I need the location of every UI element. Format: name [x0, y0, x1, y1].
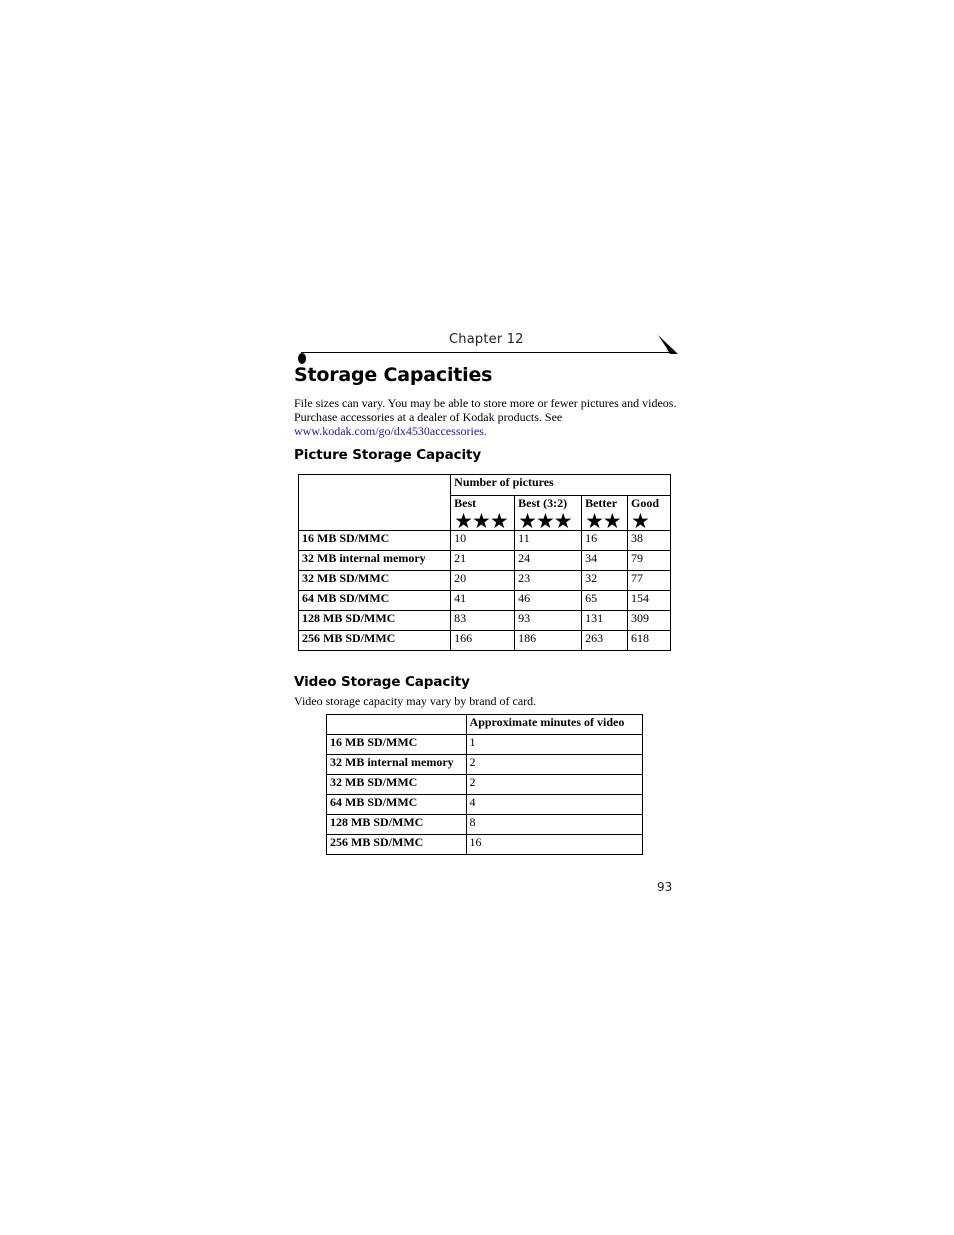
table-cell: 46 [515, 591, 582, 611]
row-label: 16 MB SD/MMC [327, 735, 467, 755]
table-cell: 11 [515, 531, 582, 551]
number-of-pictures-header: Number of pictures [451, 475, 671, 496]
picture-storage-heading: Picture Storage Capacity [294, 447, 482, 463]
table-cell: 16 [582, 531, 628, 551]
row-label: 32 MB SD/MMC [299, 571, 451, 591]
table-row [327, 815, 643, 835]
table-corner-cell [327, 715, 467, 735]
table-cell: 166 [451, 631, 515, 651]
table-cell: 65 [582, 591, 628, 611]
table-cell: 83 [451, 611, 515, 631]
row-label: 32 MB internal memory [327, 755, 467, 775]
row-label: 256 MB SD/MMC [299, 631, 451, 651]
intro-line-2: Purchase accessories at a dealer of Kodak products. See [294, 410, 563, 424]
table-cell: 93 [515, 611, 582, 631]
approx-minutes-header: Approximate minutes of video [466, 715, 642, 735]
table-row [327, 775, 643, 795]
table-row [327, 735, 643, 755]
table-cell: 38 [628, 531, 671, 551]
table-row [299, 551, 671, 571]
video-note: Video storage capacity may vary by brand of card. [294, 694, 537, 708]
picture-storage-table [298, 474, 671, 651]
table-cell: 309 [628, 611, 671, 631]
table-row [327, 835, 643, 855]
intro-paragraph [294, 396, 684, 438]
page-title: Storage Capacities [294, 364, 493, 386]
table-cell: 263 [582, 631, 628, 651]
video-storage-table [326, 714, 643, 855]
chapter-arrow-icon [656, 335, 678, 355]
table-cell: 4 [466, 795, 642, 815]
table-cell: 154 [628, 591, 671, 611]
row-label: 32 MB internal memory [299, 551, 451, 571]
table-row [299, 571, 671, 591]
table-row [299, 611, 671, 631]
table-cell: 8 [466, 815, 642, 835]
table-cell: 41 [451, 591, 515, 611]
table-cell: 21 [451, 551, 515, 571]
quality-header [582, 496, 628, 531]
accessories-link[interactable]: www.kodak.com/go/dx4530accessories. [294, 424, 487, 438]
quality-stars-icon: ★★ [585, 509, 621, 533]
quality-label: Better [585, 496, 618, 510]
table-cell: 1 [466, 735, 642, 755]
table-row [299, 591, 671, 611]
table-cell: 77 [628, 571, 671, 591]
table-corner-cell [299, 475, 451, 531]
table-cell: 186 [515, 631, 582, 651]
table-cell: 79 [628, 551, 671, 571]
table-cell: 16 [466, 835, 642, 855]
row-label: 16 MB SD/MMC [299, 531, 451, 551]
table-row [299, 531, 671, 551]
table-cell: 2 [466, 755, 642, 775]
page-number: 93 [657, 880, 673, 894]
quality-header [515, 496, 582, 531]
table-cell: 24 [515, 551, 582, 571]
row-label: 64 MB SD/MMC [327, 795, 467, 815]
quality-header [451, 496, 515, 531]
table-cell: 618 [628, 631, 671, 651]
table-cell: 131 [582, 611, 628, 631]
row-label: 128 MB SD/MMC [299, 611, 451, 631]
quality-stars-icon: ★★★ [454, 509, 508, 533]
table-row [327, 755, 643, 775]
header-rule [301, 352, 671, 353]
table-row [299, 631, 671, 651]
row-label: 128 MB SD/MMC [327, 815, 467, 835]
row-label: 256 MB SD/MMC [327, 835, 467, 855]
video-storage-heading: Video Storage Capacity [294, 674, 470, 690]
row-label: 64 MB SD/MMC [299, 591, 451, 611]
quality-stars-icon: ★★★ [518, 509, 572, 533]
quality-label: Best (3:2) [518, 496, 568, 510]
table-cell: 32 [582, 571, 628, 591]
quality-stars-icon: ★ [631, 509, 649, 533]
rule-dot-ornament [298, 353, 306, 364]
quality-label: Good [631, 496, 660, 510]
intro-line-1: File sizes can vary. You may be able to store more or fewer pictures and videos. [294, 396, 677, 410]
table-cell: 20 [451, 571, 515, 591]
table-cell: 23 [515, 571, 582, 591]
quality-label: Best [454, 496, 477, 510]
quality-header [628, 496, 671, 531]
chapter-label: Chapter 12 [449, 332, 524, 347]
row-label: 32 MB SD/MMC [327, 775, 467, 795]
table-cell: 34 [582, 551, 628, 571]
table-row [327, 795, 643, 815]
table-cell: 2 [466, 775, 642, 795]
table-cell: 10 [451, 531, 515, 551]
